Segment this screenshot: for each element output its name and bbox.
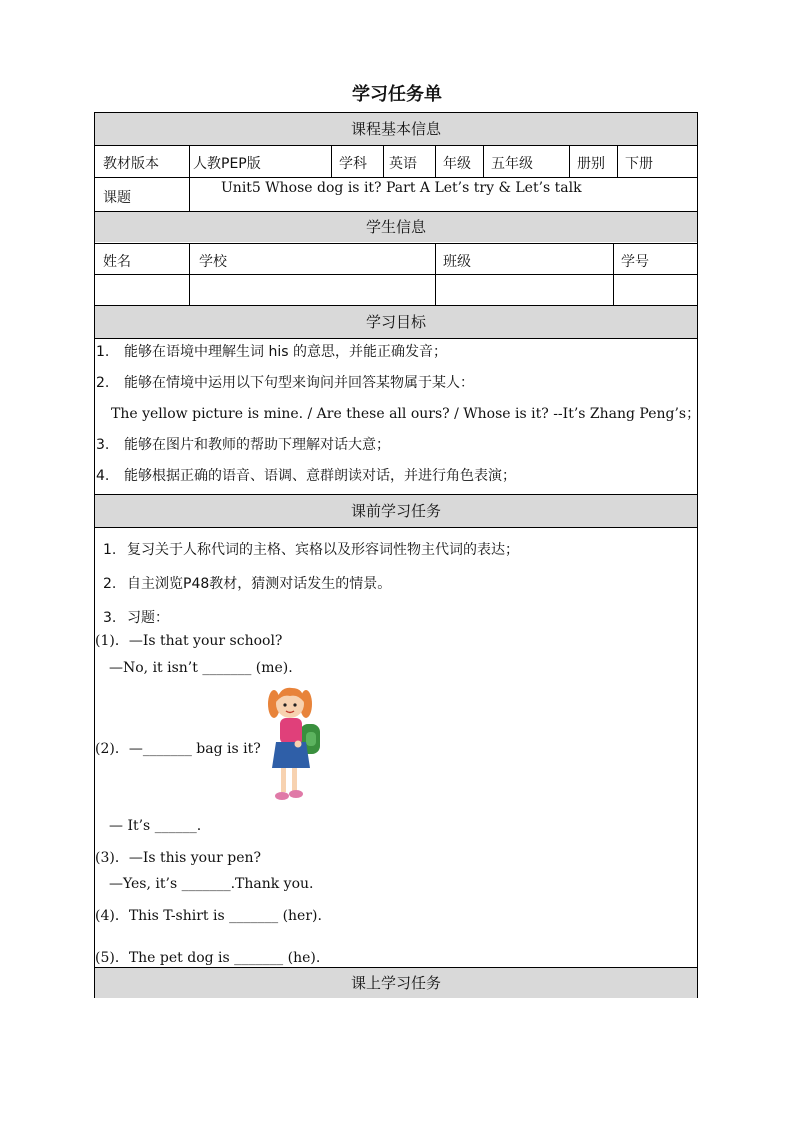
objective-item: 4. 能够根据正确的语音、语调、意群朗读对话，并进行角色表演； [96, 468, 516, 484]
exercise-1-question: (1)．—Is that your school? [95, 633, 283, 649]
divider [95, 177, 697, 178]
page-title: 学习任务单 [352, 84, 442, 105]
divider [95, 338, 697, 339]
exercise-3-answer: —Yes, it’s _______.Thank you. [109, 876, 314, 892]
objective-item: 2. 能够在情境中运用以下句型来询问并回答某物属于某人： [96, 375, 474, 391]
divider [331, 145, 332, 177]
class-label: 班级 [443, 254, 471, 270]
divider [95, 527, 697, 528]
divider [617, 145, 618, 177]
exercise-5: (5)．The pet dog is _______ (he). [95, 950, 321, 966]
divider [95, 274, 697, 275]
exercise-2-answer: — It’s ______. [109, 818, 202, 834]
exercise-3-question: (3)．—Is this your pen? [95, 850, 262, 866]
school-label: 学校 [199, 254, 227, 270]
grade-label: 年级 [443, 156, 471, 172]
objective-item: 1. 能够在语境中理解生词 his 的意思，并能正确发音； [96, 344, 447, 360]
divider [189, 145, 190, 211]
divider [569, 145, 570, 177]
section-preclass: 课前学习任务 [95, 495, 697, 527]
exercise-1-answer: —No, it isn’t _______ (me). [109, 660, 293, 676]
volume-value: 下册 [625, 156, 653, 172]
topic-label: 课题 [103, 190, 131, 206]
divider [483, 145, 484, 177]
exercise-2-question: (2)．—_______ bag is it? [95, 741, 261, 757]
divider [95, 145, 697, 146]
edition-label: 教材版本 [103, 156, 159, 172]
preclass-task: 3. 习题： [103, 610, 169, 626]
subject-value: 英语 [389, 156, 417, 172]
section-student-info: 学生信息 [95, 212, 697, 242]
preclass-task: 1. 复习关于人称代词的主格、宾格以及形容词性物主代词的表达； [103, 542, 519, 558]
objective-sentence-patterns: The yellow picture is mine. / Are these all ours? / Whose is it? --It’s Zhang Peng’s； [111, 406, 701, 422]
girl-with-backpack-illustration [264, 684, 324, 806]
section-objectives: 学习目标 [95, 306, 697, 338]
objective-item: 3. 能够在图片和教师的帮助下理解对话大意； [96, 437, 390, 453]
topic-value: Unit5 Whose dog is it? Part A Let’s try & Let’s talk [221, 180, 582, 196]
divider [383, 145, 384, 177]
divider [435, 145, 436, 177]
exercise-4: (4)．This T-shirt is _______ (her). [95, 908, 322, 924]
edition-value: 人教PEP版 [193, 156, 261, 172]
section-inclass: 课上学习任务 [95, 968, 697, 998]
task-sheet-table [94, 112, 701, 998]
volume-label: 册别 [577, 156, 605, 172]
subject-label: 学科 [339, 156, 367, 172]
grade-value: 五年级 [491, 156, 533, 172]
preclass-task: 2. 自主浏览P48教材，猜测对话发生的情景。 [103, 576, 392, 592]
name-label: 姓名 [103, 254, 131, 270]
divider [95, 243, 697, 244]
section-course-info: 课程基本信息 [95, 113, 697, 145]
student-id-label: 学号 [621, 254, 649, 270]
